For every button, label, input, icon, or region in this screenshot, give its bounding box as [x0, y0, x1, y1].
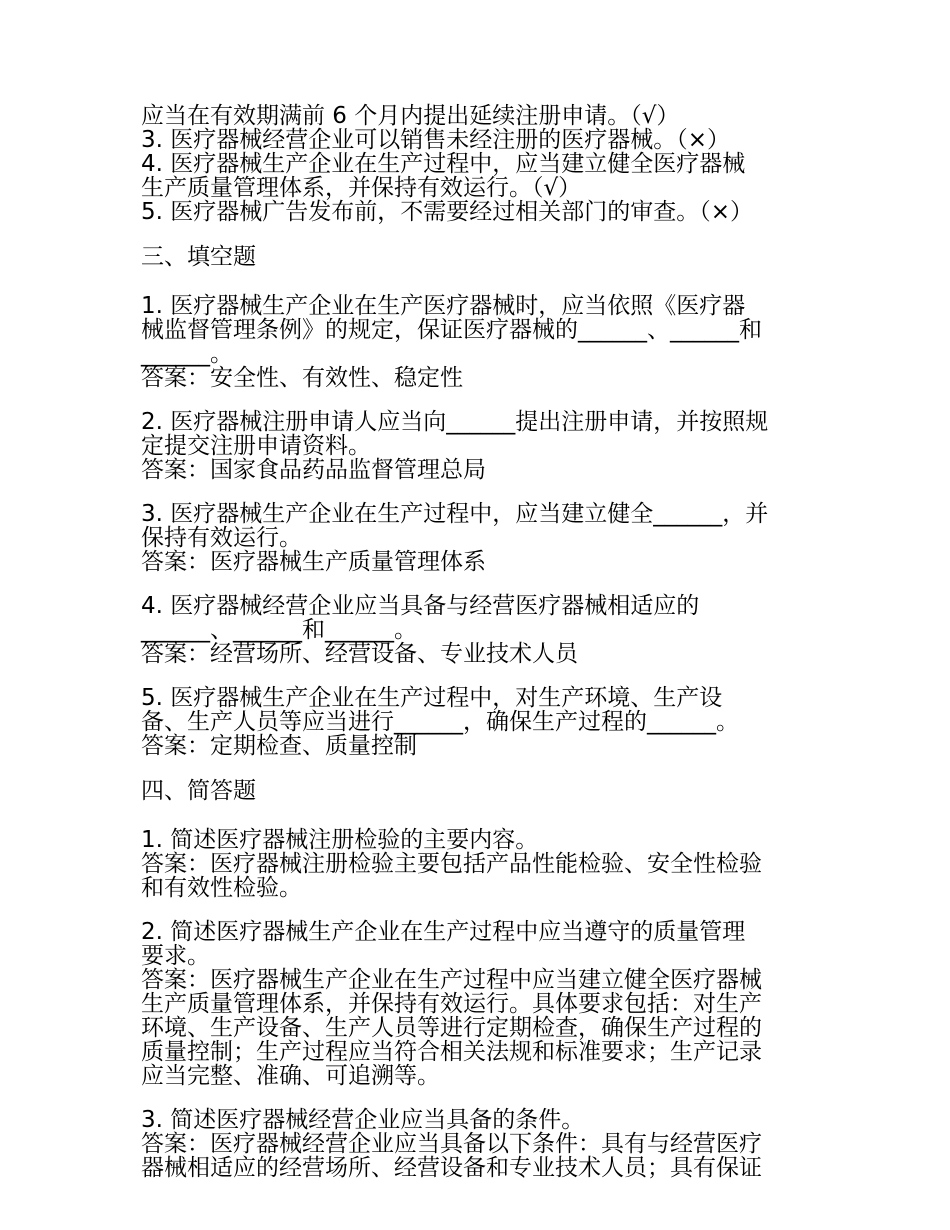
short-question-1 — [141, 828, 816, 900]
question-line: 械监督管理条例》的规定，保证医疗器械的______、______和 — [141, 317, 762, 343]
fill-question-4 — [141, 594, 816, 666]
document-content — [141, 104, 816, 1180]
short-question-3 — [141, 1108, 816, 1180]
question-line: 3. 医疗器械生产企业在生产过程中，应当建立健全______，并 — [141, 501, 769, 527]
text-line: 4. 医疗器械生产企业在生产过程中，应当建立健全医疗器械 — [141, 151, 746, 177]
true-false-answers — [141, 104, 816, 224]
question-line: ______、______和______。 — [141, 617, 417, 643]
answer-line: 和有效性检验。 — [141, 875, 302, 901]
short-question-2 — [141, 920, 816, 1088]
text-line: 3. 医疗器械经营企业可以销售未经注册的医疗器械。（×） — [141, 127, 731, 153]
answer-line: 答案：经营场所、经营设备、专业技术人员 — [141, 641, 578, 667]
question-line: 4. 医疗器械经营企业应当具备与经营医疗器械相适应的 — [141, 593, 700, 619]
question-line: 2. 简述医疗器械生产企业在生产过程中应当遵守的质量管理 — [141, 919, 746, 945]
answer-line: 生产质量管理体系，并保持有效运行。具体要求包括：对生产 — [141, 991, 762, 1017]
answer-line: 答案：医疗器械经营企业应当具备以下条件：具有与经营医疗 — [141, 1131, 762, 1157]
answer-line: 环境、生产设备、生产人员等进行定期检查，确保生产过程的 — [141, 1015, 762, 1041]
answer-line: 答案：安全性、有效性、稳定性 — [141, 365, 463, 391]
answer-line: 质量控制；生产过程应当符合相关法规和标准要求；生产记录 — [141, 1039, 762, 1065]
question-line: 1. 医疗器械生产企业在生产医疗器械时，应当依照《医疗器 — [141, 293, 746, 319]
answer-line: 答案：医疗器械生产企业在生产过程中应当建立健全医疗器械 — [141, 967, 762, 993]
answer-line: 答案：医疗器械注册检验主要包括产品性能检验、安全性检验 — [141, 851, 762, 877]
section-heading: 三、填空题 — [141, 244, 256, 270]
fill-question-3 — [141, 502, 816, 574]
fill-question-2 — [141, 410, 816, 482]
answer-line: 应当完整、准确、可追溯等。 — [141, 1063, 440, 1089]
question-line: 1. 简述医疗器械注册检验的主要内容。 — [141, 827, 539, 853]
question-line: 5. 医疗器械生产企业在生产过程中，对生产环境、生产设 — [141, 685, 723, 711]
section-heading: 四、简答题 — [141, 778, 256, 804]
fill-question-5 — [141, 686, 816, 758]
question-line: 定提交注册申请资料。 — [141, 433, 371, 459]
question-line: 保持有效运行。 — [141, 525, 302, 551]
text-line: 生产质量管理体系，并保持有效运行。（√） — [141, 175, 582, 201]
text-line: 应当在有效期满前 6 个月内提出延续注册申请。（√） — [141, 103, 680, 129]
fill-question-1 — [141, 294, 816, 390]
question-line: 备、生产人员等应当进行______，确保生产过程的______。 — [141, 709, 739, 735]
answer-line: 答案：医疗器械生产质量管理体系 — [141, 549, 486, 575]
answer-line: 答案：定期检查、质量控制 — [141, 733, 417, 759]
answer-line: 答案：国家食品药品监督管理总局 — [141, 457, 486, 483]
question-line: 要求。 — [141, 943, 210, 969]
question-line: 2. 医疗器械注册申请人应当向______提出注册申请，并按照规 — [141, 409, 769, 435]
question-line: 3. 简述医疗器械经营企业应当具备的条件。 — [141, 1107, 585, 1133]
text-line: 5. 医疗器械广告发布前，不需要经过相关部门的审查。（×） — [141, 199, 754, 225]
question-line: ______。 — [141, 341, 233, 367]
answer-line: 器械相适应的经营场所、经营设备和专业技术人员；具有保证 — [141, 1155, 762, 1181]
